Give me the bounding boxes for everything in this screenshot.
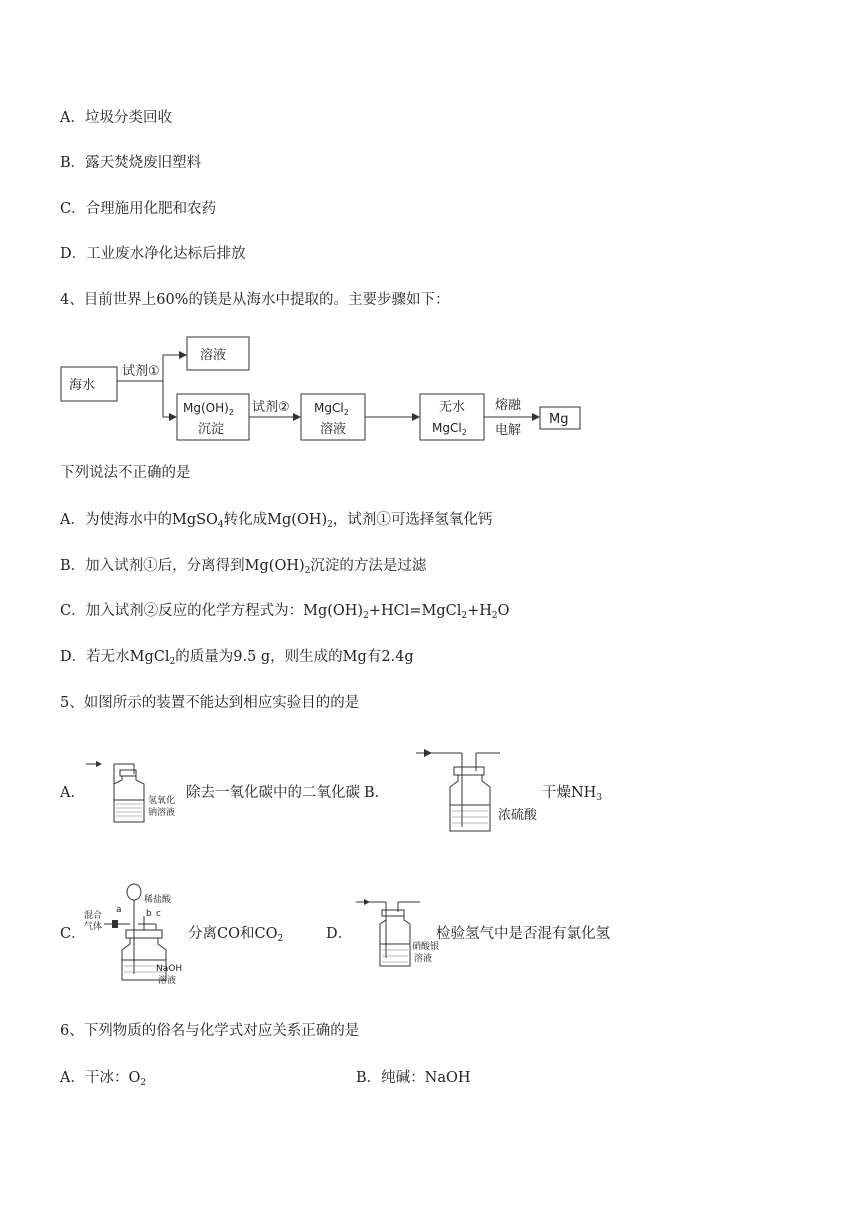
melt-label: 熔融 <box>495 398 522 413</box>
anhydrous-mgcl2-label: MgCl <box>432 421 462 435</box>
q5-a-reagent-line1: 氢氧化 <box>148 796 176 806</box>
q3-option-c: C．合理施用化肥和农药 <box>60 201 217 217</box>
q5-c-label-a: a <box>116 905 122 915</box>
q6-stem: 6、下列物质的俗名与化学式对应关系正确的是 <box>60 1023 360 1039</box>
q5-a-text: 除去一氧化碳中的二氧化碳 <box>186 785 360 801</box>
gas-washing-bottle-a <box>84 756 154 828</box>
mgoh2-label: Mg(OH) <box>183 401 229 415</box>
q4-question: 下列说法不正确的是 <box>60 465 191 481</box>
seawater-label: 海水 <box>69 378 96 393</box>
mgoh2-subscript: 2 <box>228 408 234 417</box>
q4-option-a: A．为使海水中的MgSO$_4$转化成$Mg(OH)_2$，试剂①可选择氢氧化钙 <box>60 512 493 530</box>
q5-a-reagent-line2: 钠溶液 <box>148 808 176 818</box>
mgcl2-subscript: 2 <box>343 408 349 417</box>
q5-b-reagent: 浓硫酸 <box>498 808 538 823</box>
mgcl2-label: MgCl <box>314 401 344 415</box>
gas-washing-bottle-b <box>412 745 502 837</box>
q5-c-label-c: c <box>156 909 161 919</box>
q5-d-text: 检验氢气中是否混有氯化氢 <box>436 926 610 942</box>
q5-c-text: 分离CO和$CO_2$ <box>188 926 284 944</box>
q6-option-a: A．干冰：$O_2$ <box>60 1070 147 1088</box>
q5-c-acid: 稀盐酸 <box>144 895 172 905</box>
q4-option-d: D．若无水MgCl$_2$的质量为9.5 g，则生成的Mg有2.4g <box>60 649 414 667</box>
q4-stem: 4、目前世界上60%的镁是从海水中提取的。主要步骤如下： <box>60 292 450 308</box>
mg-label: Mg <box>549 412 569 427</box>
q3-option-a: A．垃圾分类回收 <box>60 110 172 126</box>
q6-option-b: B．纯碱：NaOH <box>356 1070 471 1086</box>
q4-option-b: B．加入试剂①后，分离得到$Mg(OH)_2$沉淀的方法是过滤 <box>60 558 427 576</box>
anhydrous-label: 无水 <box>439 400 466 415</box>
q5-d-reagent-line1: 硝酸银 <box>412 942 440 952</box>
anhydrous-mgcl2-subscript: 2 <box>461 428 467 437</box>
q4-option-c: C．加入试剂②反应的化学方程式为：$Mg(OH)_2+HCl=MgCl_2+H_2O$ <box>60 603 510 621</box>
q5-c-reagent-line2: 溶液 <box>158 976 177 986</box>
reagent1-label: 试剂① <box>122 364 160 379</box>
mg-extraction-flowchart <box>55 325 595 445</box>
reagent2-label: 试剂② <box>252 400 290 415</box>
q5-c-gas-line1: 混合 <box>84 911 103 921</box>
svg-text:MgCl2 <box>432 421 467 437</box>
solution-label: 溶液 <box>200 348 227 363</box>
q5-option-b-label: B． <box>364 785 390 801</box>
q5-b-text: 干燥$NH_3$ <box>542 785 603 803</box>
q5-option-d-label: D． <box>326 926 353 942</box>
precipitate-label: 沉淀 <box>198 422 225 437</box>
q5-c-label-b: b <box>146 909 152 919</box>
q5-c-gas-line2: 气体 <box>84 922 103 932</box>
svg-text:Mg(OH)2 <box>183 401 234 417</box>
q5-stem: 5、如图所示的装置不能达到相应实验目的的是 <box>60 695 360 711</box>
q5-d-reagent-line2: 溶液 <box>414 954 433 964</box>
svg-text:MgCl2 <box>314 401 349 417</box>
q3-option-d: D．工业废水净化达标后排放 <box>60 246 246 262</box>
q3-option-b: B．露天焚烧废旧塑料 <box>60 155 202 171</box>
q5-option-a-label: A． <box>60 785 85 801</box>
electrolysis-label: 电解 <box>495 423 522 438</box>
mgcl2-solution-label: 溶液 <box>320 422 347 437</box>
q5-c-reagent-line1: NaOH <box>156 964 183 974</box>
q5-option-c-label: C． <box>60 926 86 942</box>
